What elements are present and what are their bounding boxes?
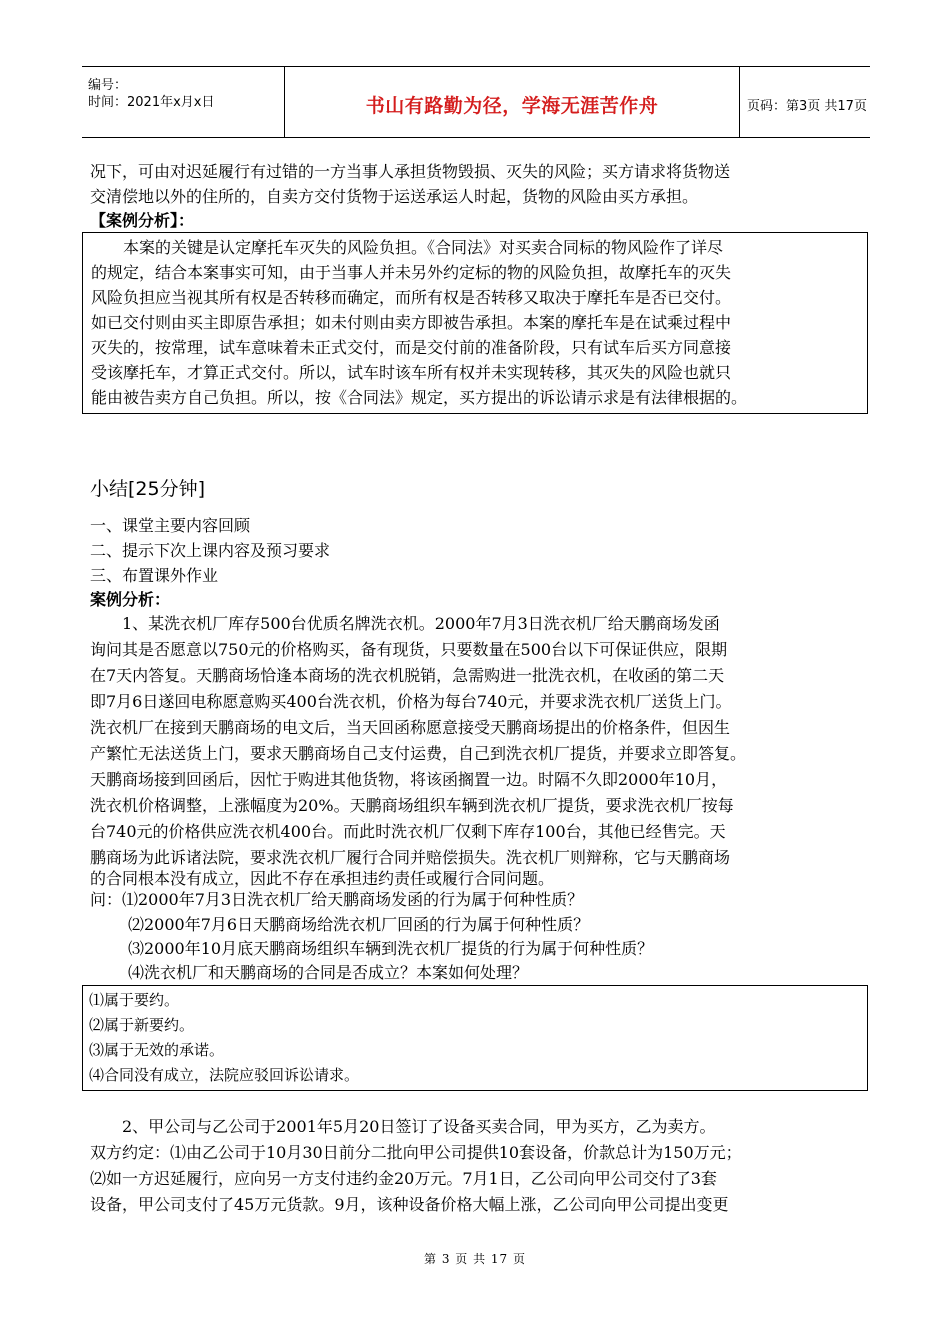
summary-title: 小结[25分钟] xyxy=(90,478,206,500)
question-line: 问：⑴2000年7月3日洗衣机厂给天鹏商场发函的行为属于何种性质？ xyxy=(90,890,584,909)
answer-line: ⑵属于新要约。 xyxy=(89,1016,195,1034)
header-right-cell xyxy=(739,67,870,137)
answers-box xyxy=(82,985,868,1091)
case2-line: 2、甲公司与乙公司于2001年5月20日签订了设备买卖合同，甲为买方，乙为卖方。 xyxy=(122,1117,716,1136)
case1-line: 天鹏商场接到回函后，因忙于购进其他货物，将该函搁置一边。时隔不久即2000年10月， xyxy=(90,770,728,789)
case1-line: 询问其是否愿意以750元的价格购买，备有现货，只要数量在500台以下可保证供应，限期 xyxy=(90,640,728,659)
analysis-box xyxy=(82,232,868,414)
question-line: ⑷洗衣机厂和天鹏商场的合同是否成立？本案如何处理？ xyxy=(128,963,529,982)
header-motto-cell xyxy=(284,67,740,137)
analysis-line: 的规定，结合本案事实可知，由于当事人并未另外约定标的物的风险负担，故摩托车的灭失 xyxy=(91,263,732,282)
summary-item: 二、提示下次上课内容及预习要求 xyxy=(90,541,331,560)
case1-line: 洗衣机价格调整，上涨幅度为20%。天鹏商场组织车辆到洗衣机厂提货，要求洗衣机厂按每 xyxy=(90,796,734,815)
analysis-line: 受该摩托车，才算正式交付。所以，试车时该车所有权并未实现转移，其灭失的风险也就只 xyxy=(91,363,732,382)
page-header xyxy=(82,66,870,138)
case1-line: 产繁忙无法送货上门，要求天鹏商场自己支付运费，自己到洗衣机厂提货，并要求立即答复。 xyxy=(90,744,747,763)
answer-line: ⑶属于无效的承诺。 xyxy=(89,1041,225,1059)
page-footer: 第 3 页 共 17 页 xyxy=(424,1252,526,1266)
case1-line: 鹏商场为此诉诸法院，要求洗衣机厂履行合同并赔偿损失。洗衣机厂则辩称，它与天鹏商场 xyxy=(90,848,731,867)
analysis-line: 如已交付则由买主即原告承担；如未付则由卖方即被告承担。本案的摩托车是在试乘过程中 xyxy=(91,313,732,332)
case1-line: 的合同根本没有成立，因此不存在承担违约责任或履行合同问题。 xyxy=(90,869,555,888)
question-line: ⑵2000年7月6日天鹏商场给洗衣机厂回函的行为属于何种性质？ xyxy=(128,915,590,934)
case2-heading: 案例分析： xyxy=(90,590,171,609)
case2-line: ⑵如一方迟延履行，应向另一方支付违约金20万元。7月1日，乙公司向甲公司交付了3套 xyxy=(90,1169,717,1188)
number-label: 编号： xyxy=(88,78,128,93)
intro-line: 交清偿地以外的住所的，自卖方交付货物于运送承运人时起，货物的风险由买方承担。 xyxy=(90,187,699,206)
page-info: 页码：第3页 共17页 xyxy=(747,99,867,114)
answer-line: ⑴属于要约。 xyxy=(89,991,180,1009)
analysis-line: 本案的关键是认定摩托车灭失的风险负担。《合同法》对买卖合同标的物风险作了详尽 xyxy=(123,238,724,257)
case1-line: 台740元的价格供应洗衣机400台。而此时洗衣机厂仅剩下库存100台，其他已经售完。天 xyxy=(90,822,726,841)
date-line: 时间：2021年x月x日 xyxy=(88,95,215,110)
analysis-line: 风险负担应当视其所有权是否转移而确定，而所有权是否转移又取决于摩托车是否已交付。 xyxy=(91,288,732,307)
case-heading: 【案例分析】： xyxy=(90,211,195,230)
case1-line: 1、某洗衣机厂库存500台优质名牌洗衣机。2000年7月3日洗衣机厂给天鹏商场发函 xyxy=(122,614,720,633)
summary-item: 三、布置课外作业 xyxy=(90,566,219,585)
header-left-cell xyxy=(82,67,284,137)
motto: 书山有路勤为径，学海无涯苦作舟 xyxy=(365,95,659,117)
question-line: ⑶2000年10月底天鹏商场组织车辆到洗衣机厂提货的行为属于何种性质？ xyxy=(128,939,654,958)
case2-line: 双方约定：⑴由乙公司于10月30日前分二批向甲公司提供10套设备，价款总计为150万元； xyxy=(90,1143,742,1162)
case2-line: 设备，甲公司支付了45万元货款。9月，该种设备价格大幅上涨，乙公司向甲公司提出变更 xyxy=(90,1195,729,1214)
intro-line: 况下，可由对迟延履行有过错的一方当事人承担货物毁损、灭失的风险；买方请求将货物送 xyxy=(90,162,731,181)
analysis-line: 灭失的，按常理，试车意味着未正式交付，而是交付前的准备阶段，只有试车后买方同意接 xyxy=(91,338,732,357)
case1-line: 洗衣机厂在接到天鹏商场的电文后，当天回函称愿意接受天鹏商场提出的价格条件，但因生 xyxy=(90,718,731,737)
analysis-line: 能由被告卖方自己负担。所以，按《合同法》规定，买方提出的诉讼请示求是有法律根据的。 xyxy=(91,388,748,407)
summary-item: 一、课堂主要内容回顾 xyxy=(90,516,251,535)
case1-line: 在7天内答复。天鹏商场恰逢本商场的洗衣机脱销，急需购进一批洗衣机，在收函的第二天 xyxy=(90,666,725,685)
answer-line: ⑷合同没有成立，法院应驳回诉讼请求。 xyxy=(89,1066,360,1084)
case1-line: 即7月6日遂回电称愿意购买400台洗衣机，价格为每台740元，并要求洗衣机厂送货上门。 xyxy=(90,692,732,711)
